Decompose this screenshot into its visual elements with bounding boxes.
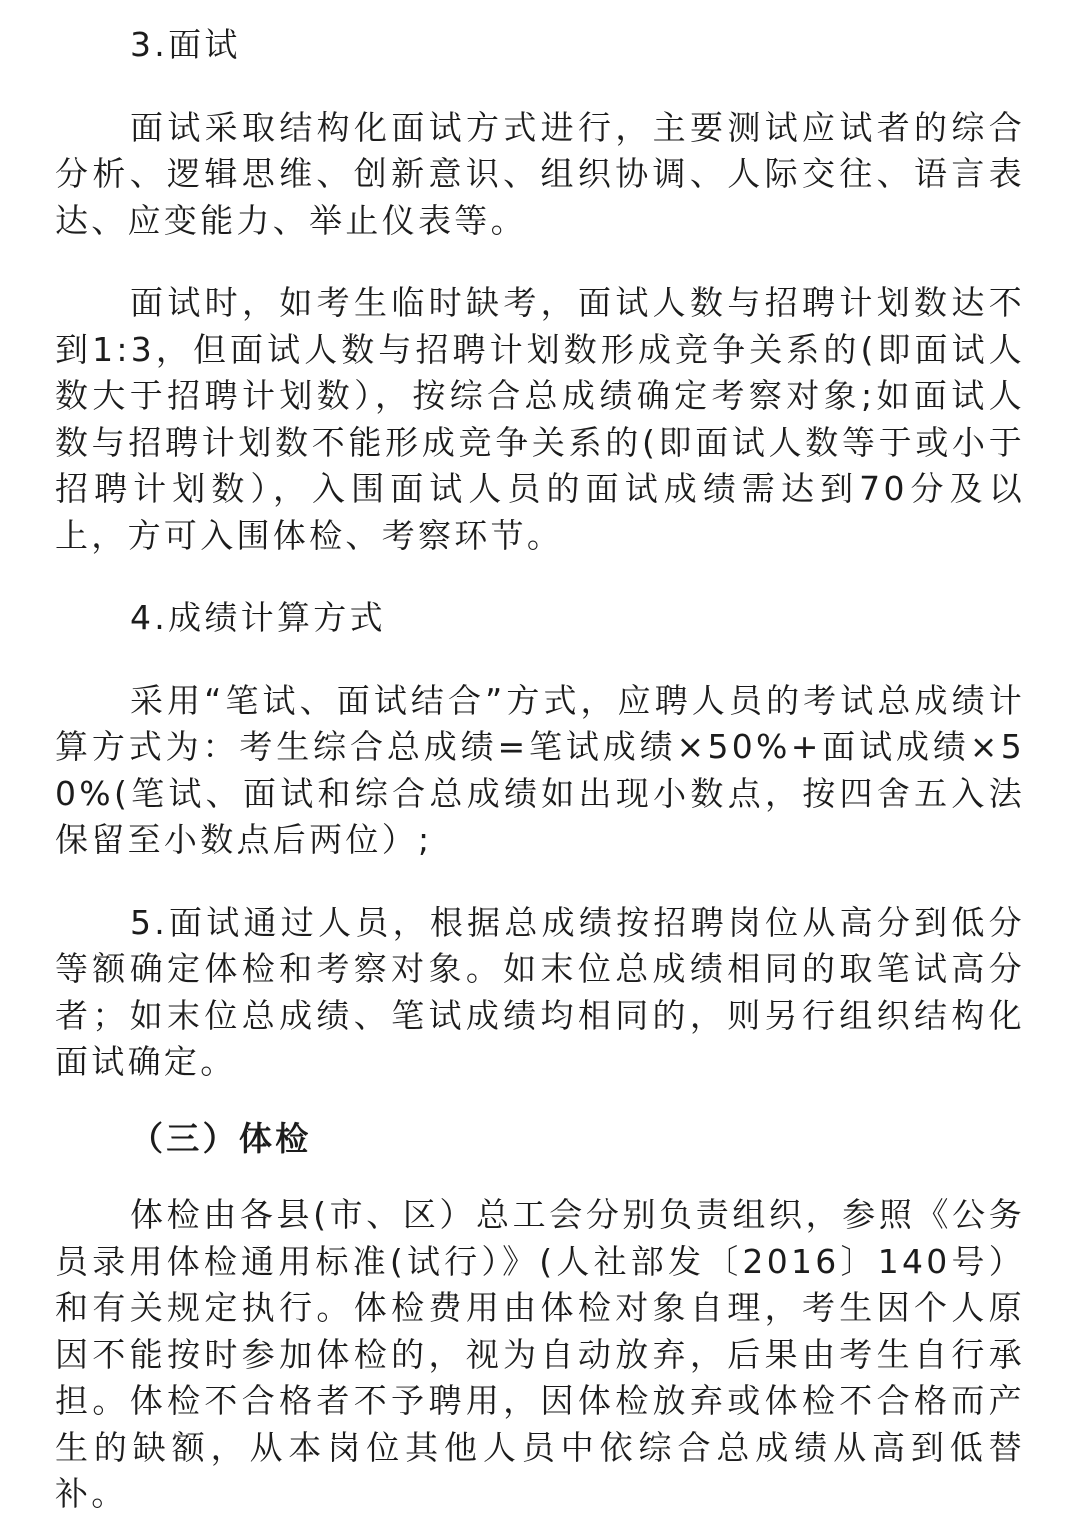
section-4-heading: 4.成绩计算方式 — [130, 598, 386, 637]
part-3-heading: （三）体检 — [130, 1118, 312, 1158]
section-4-paragraph: 采用“笔试、面试结合”方式，应聘人员的考试总成绩计算方式为：考生综合总成绩=笔试成绩×50%+面试成绩×50%(笔试、面试和综合总成绩如出现小数点，按四舍五入法保留至小数点后两位）; — [55, 680, 1025, 859]
section-3-heading: 3.面试 — [130, 25, 241, 64]
section-3-paragraph-2: 面试时，如考生临时缺考，面试人数与招聘计划数达不到1:3，但面试人数与招聘计划数形成竞争关系的(即面试人数大于招聘计划数），按综合总成绩确定考察对象;如面试人数与招聘计划数不能形成竞争关系的(即面试人数等于或小于招聘计划数），入围面试人员的面试成绩需达到70分及以上，方可入围体检、考察环节。 — [55, 283, 1025, 555]
document-body — [55, 22, 1025, 1518]
section-3-paragraph-1: 面试采取结构化面试方式进行，主要测试应试者的综合分析、逻辑思维、创新意识、组织协调、人际交往、语言表达、应变能力、举止仪表等。 — [55, 107, 1025, 240]
part-3-paragraph: 体检由各县(市、区）总工会分别负责组织，参照《公务员录用体检通用标准(试行）》(人社部发〔2016〕140号）和有关规定执行。体检费用由体检对象自理，考生因个人原因不能按时参加体检的，视为自动放弃，后果由考生自行承担。体检不合格者不予聘用，因体检放弃或体检不合格而产生的缺额，从本岗位其他人员中依综合总成绩从高到低替补。 — [55, 1195, 1025, 1513]
section-5-paragraph: 5.面试通过人员，根据总成绩按招聘岗位从高分到低分等额确定体检和考察对象。如末位总成绩相同的取笔试高分者；如末位总成绩、笔试成绩均相同的，则另行组织结构化面试确定。 — [55, 902, 1025, 1081]
